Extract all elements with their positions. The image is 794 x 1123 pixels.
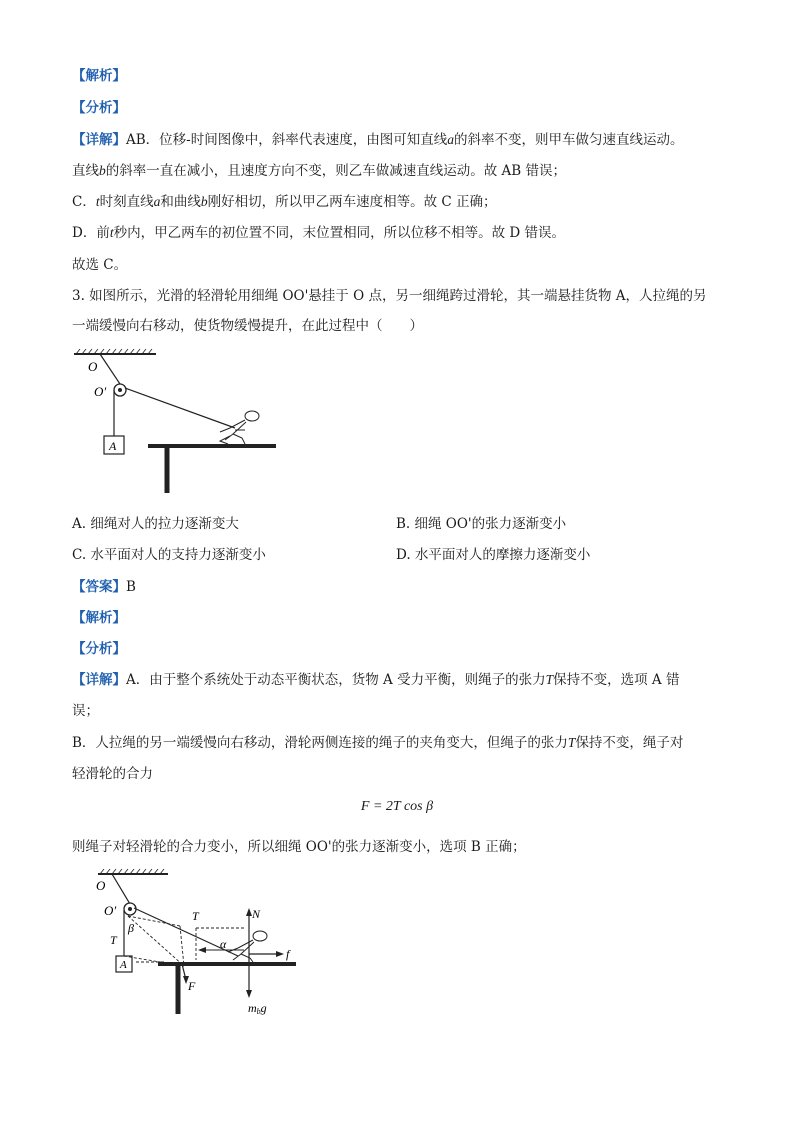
detail-line-5: 故选 C。	[72, 257, 128, 273]
fig2-label-beta: β	[128, 921, 134, 935]
fig2-label-T-right: T	[192, 909, 199, 923]
detail-line-1: 【详解】AB．位移-时间图像中，斜率代表速度，由图可知直线a的斜率不变，则甲车做匀速直线运动。	[72, 132, 684, 148]
fig2-label-alpha: α	[220, 937, 227, 951]
fig2-label-mg: mbg	[248, 1001, 267, 1016]
label-O: O	[88, 359, 98, 374]
answer-line: 【答案】B	[72, 579, 136, 595]
fig2-label-N: N	[252, 907, 261, 921]
option-B[interactable]: B. 细绳 OO'的张力逐渐变小	[396, 516, 567, 532]
jiexi-tag-2: 【解析】	[72, 610, 126, 626]
fig2-label-O-prime: O′	[104, 903, 117, 918]
detail-line-4: D．前t秒内，甲乙两车的初位置不同，末位置相同，所以位移不相等。故 D 错误。	[72, 225, 565, 241]
label-A: A	[109, 439, 117, 453]
fig2-label-O: O	[96, 878, 106, 893]
question-3-line-1: 3. 如图所示，光滑的轻滑轮用细绳 OO'悬挂于 O 点，另一细绳跨过滑轮，其一端悬挂货物 A，人拉绳的另	[72, 288, 707, 304]
fenxi-tag-2: 【分析】	[72, 641, 126, 657]
question-3-line-2: 一端缓慢向右移动，使货物缓慢提升，在此过程中（ ）	[72, 318, 423, 334]
detail-line-2: 直线b的斜率一直在减小，且速度方向不变，则乙车做减速直线运动。故 AB 错误；	[72, 163, 567, 179]
solution-line-4: 轻滑轮的合力	[72, 766, 153, 782]
solution-line-3: B．人拉绳的另一端缓慢向右移动，滑轮两侧连接的绳子的夹角变大，但绳子的张力T保持不变，绳子对	[72, 735, 684, 751]
solution-line-5: 则绳子对轻滑轮的合力变小，所以细绳 OO'的张力逐渐变小，选项 B 正确；	[72, 839, 526, 855]
solution-line-1: 【详解】A．由于整个系统处于动态平衡状态，货物 A 受力平衡，则绳子的张力T保持不变，选项 A 错	[72, 672, 680, 688]
option-D[interactable]: D. 水平面对人的摩擦力逐渐变小	[396, 547, 591, 563]
detail-line-3: C．t时刻直线a和曲线b刚好相切，所以甲乙两车速度相等。故 C 正确；	[72, 194, 497, 210]
pulley-figure	[70, 348, 285, 498]
fig2-label-T-left: T	[110, 933, 117, 947]
option-A[interactable]: A. 细绳对人的拉力逐渐变大	[72, 516, 239, 532]
jiexi-tag-1: 【解析】	[72, 68, 126, 84]
solution-line-2: 误；	[72, 703, 99, 719]
fig2-label-A: A	[120, 959, 127, 971]
fig2-person-figure	[228, 931, 267, 962]
fig2-label-f: f	[286, 947, 290, 961]
person-figure	[220, 411, 259, 444]
fenxi-tag-1: 【分析】	[72, 100, 126, 116]
option-C[interactable]: C. 水平面对人的支持力逐渐变小	[72, 547, 266, 563]
formula: F = 2T cos β	[360, 799, 434, 814]
force-analysis-figure	[88, 866, 308, 1018]
fig2-label-F: F	[188, 979, 196, 993]
label-O-prime: O′	[94, 384, 107, 399]
